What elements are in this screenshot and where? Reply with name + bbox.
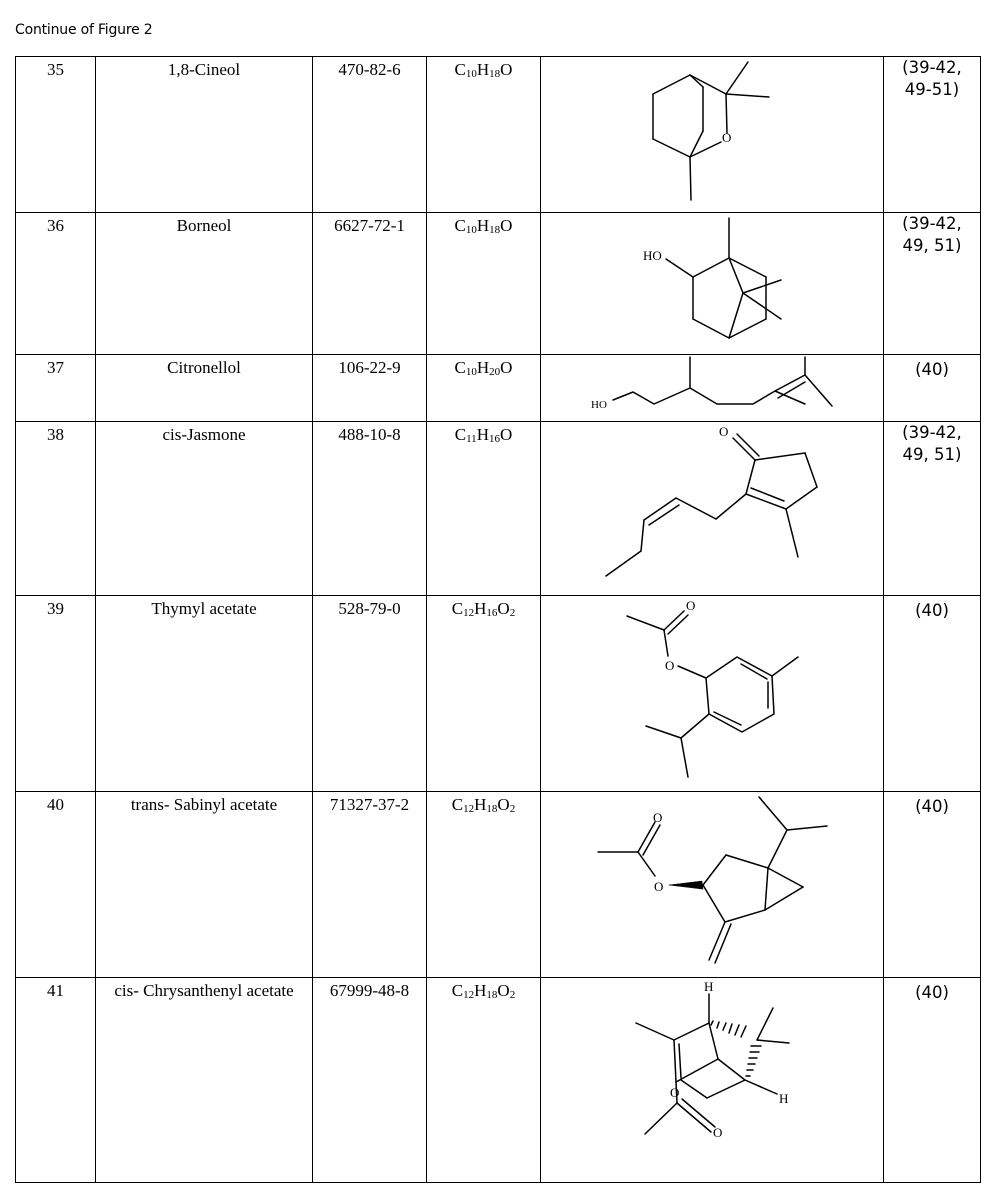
- table-row: [16, 978, 981, 1183]
- structure-cell: [541, 57, 884, 213]
- cineol-structure-icon: [541, 57, 884, 213]
- compound-name-cell: cis-Jasmone: [96, 422, 313, 596]
- row-number-cell: 39: [16, 596, 96, 792]
- citronellol-structure-icon: [541, 355, 884, 422]
- row-number-cell: 36: [16, 213, 96, 355]
- compound-table: [15, 56, 981, 1183]
- row-number-cell: 37: [16, 355, 96, 422]
- table-row: [16, 596, 981, 792]
- row-number-cell: 40: [16, 792, 96, 978]
- formula-cell: $C_{12}H_{18}O_2$: [427, 978, 541, 1183]
- svg-text:O: O: [654, 879, 664, 894]
- cas-number-cell: 71327-37-2: [313, 792, 427, 978]
- formula-cell: $C_{12}H_{18}O_2$: [427, 792, 541, 978]
- svg-text:O: O: [653, 810, 663, 825]
- svg-text:HO: HO: [643, 248, 662, 263]
- svg-text:H: H: [704, 979, 714, 994]
- cas-number-cell: 67999-48-8: [313, 978, 427, 1183]
- formula-cell: $C_{12}H_{16}O_2$: [427, 596, 541, 792]
- cas-number-cell: 6627-72-1: [313, 213, 427, 355]
- svg-text:O: O: [670, 1085, 680, 1100]
- compound-name-cell: trans- Sabinyl acetate: [96, 792, 313, 978]
- structure-cell: [541, 355, 884, 422]
- svg-text:HO: HO: [591, 399, 607, 411]
- cas-number-cell: 470-82-6: [313, 57, 427, 213]
- compound-name-cell: Thymyl acetate: [96, 596, 313, 792]
- cas-number-cell: 106-22-9: [313, 355, 427, 422]
- table-row: [16, 422, 981, 596]
- svg-text:O: O: [722, 130, 732, 145]
- row-number-cell: 41: [16, 978, 96, 1183]
- svg-text:O: O: [713, 1125, 723, 1140]
- reference-cell: (39-42, 49, 51): [884, 213, 981, 355]
- row-number-cell: 38: [16, 422, 96, 596]
- reference-cell: (40): [884, 978, 981, 1183]
- structure-cell: [541, 978, 884, 1183]
- svg-text:O: O: [665, 658, 675, 673]
- reference-cell: (39-42, 49, 51): [884, 422, 981, 596]
- cis-jasmone-structure-icon: [541, 422, 884, 596]
- reference-cell: (40): [884, 596, 981, 792]
- cas-number-cell: 528-79-0: [313, 596, 427, 792]
- reference-cell: (40): [884, 355, 981, 422]
- formula-cell: $C_{11}H_{16}O$: [427, 422, 541, 596]
- structure-cell: [541, 422, 884, 596]
- structure-cell: [541, 792, 884, 978]
- cas-number-cell: 488-10-8: [313, 422, 427, 596]
- svg-text:H: H: [779, 1091, 789, 1106]
- reference-cell: (40): [884, 792, 981, 978]
- structure-cell: [541, 213, 884, 355]
- svg-text:O: O: [686, 598, 696, 613]
- sabinyl-acetate-structure-icon: [541, 792, 884, 978]
- formula-cell: $C_{10}H_{20}O$: [427, 355, 541, 422]
- table-row: [16, 792, 981, 978]
- formula-cell: $C_{10}H_{18}O$: [427, 57, 541, 213]
- chrysanthenyl-acetate-structure-icon: [541, 978, 884, 1183]
- structure-cell: [541, 596, 884, 792]
- compound-name-cell: Borneol: [96, 213, 313, 355]
- thymyl-acetate-structure-icon: [541, 596, 884, 792]
- row-number-cell: 35: [16, 57, 96, 213]
- borneol-structure-icon: [541, 213, 884, 355]
- compound-name-cell: cis- Chrysanthenyl acetate: [96, 978, 313, 1183]
- table-row: [16, 213, 981, 355]
- table-row: [16, 57, 981, 213]
- svg-text:O: O: [719, 424, 729, 439]
- table-row: [16, 355, 981, 422]
- compound-name-cell: 1,8-Cineol: [96, 57, 313, 213]
- figure-caption: Continue of Figure 2: [15, 22, 153, 38]
- formula-cell: $C_{10}H_{18}O$: [427, 213, 541, 355]
- reference-cell: (39-42, 49-51): [884, 57, 981, 213]
- compound-name-cell: Citronellol: [96, 355, 313, 422]
